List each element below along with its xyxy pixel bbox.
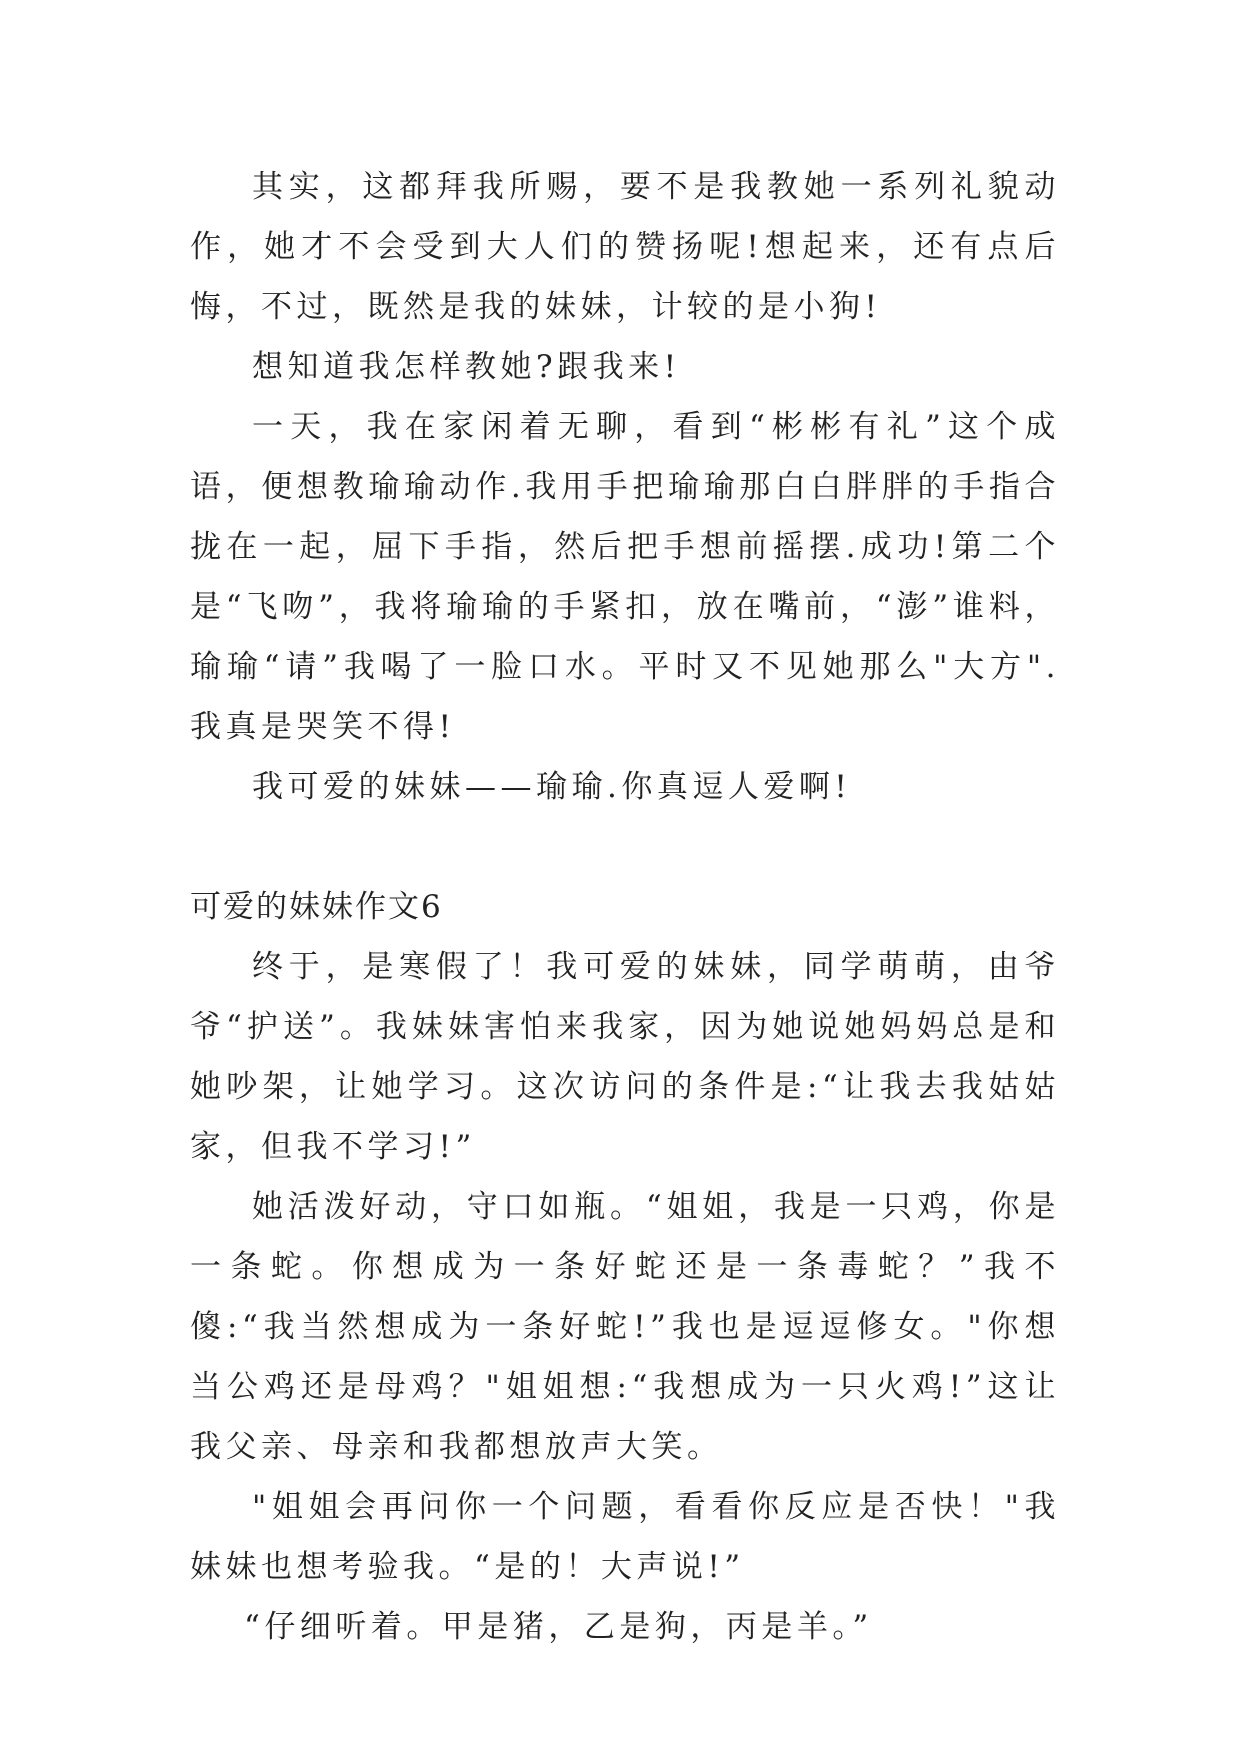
paragraph: 我可爱的妹妹——瑜瑜.你真逗人爱啊! (252, 769, 852, 805)
paragraph: “仔细听着。甲是猪，乙是狗，丙是羊。” (244, 1609, 873, 1645)
paragraph: "姐姐会再问你一个问题，看看你反应是否快！"我妹妹也想考验我。“是的！大声说!” (190, 1489, 1060, 1585)
paragraph: 终于，是寒假了！我可爱的妹妹，同学萌萌，由爷爷“护送”。我妹妹害怕来我家，因为她说她妈妈总是和她吵架，让她学习。这次访问的条件是:“让我去我姑姑家，但我不学习!” (190, 949, 1060, 1165)
section-heading: 可爱的妹妹作文6 (190, 889, 443, 925)
paragraph: 她活泼好动，守口如瓶。“姐姐，我是一只鸡，你是一条蛇。你想成为一条好蛇还是一条毒蛇？”我不傻:“我当然想成为一条好蛇!”我也是逗逗修女。"你想当公鸡还是母鸡？"姐姐想:“我想成为一只火鸡!”这让我父亲、母亲和我都想放声大笑。 (190, 1189, 1060, 1465)
paragraph: 其实，这都拜我所赐，要不是我教她一系列礼貌动作，她才不会受到大人们的赞扬呢!想起来，还有点后悔，不过，既然是我的妹妹，计较的是小狗! (190, 169, 1060, 325)
paragraph: 一天，我在家闲着无聊，看到“彬彬有礼”这个成语，便想教瑜瑜动作.我用手把瑜瑜那白白胖胖的手指合拢在一起，屈下手指，然后把手想前摇摆.成功!第二个是“飞吻”，我将瑜瑜的手紧扣，放在嘴前，“澎”谁料，瑜瑜“请”我喝了一脸口水。平时又不见她那么"大方".我真是哭笑不得! (190, 409, 1060, 745)
paragraph: 想知道我怎样教她?跟我来! (252, 349, 681, 385)
body-text (190, 157, 1060, 1657)
